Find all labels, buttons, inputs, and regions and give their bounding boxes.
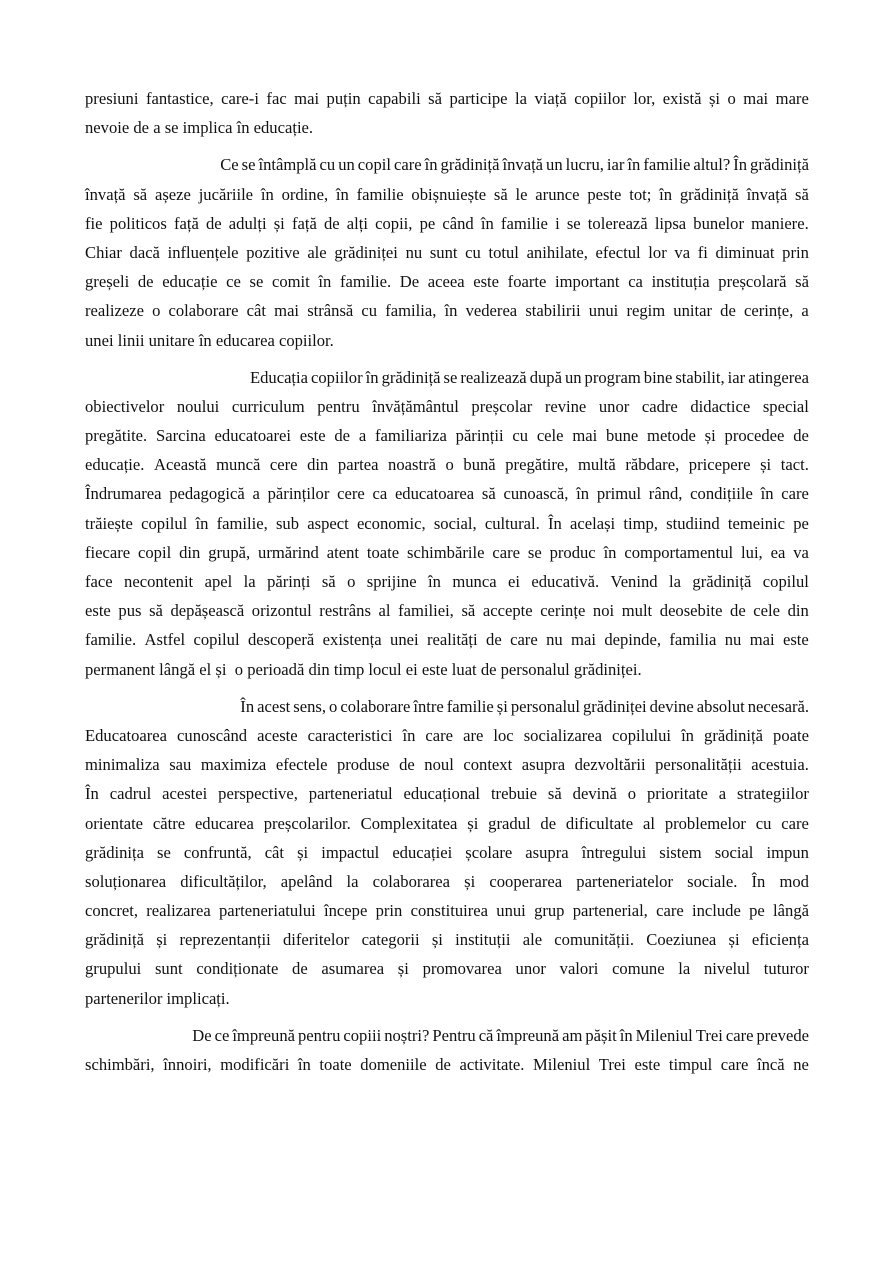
- text-line: Ce se întâmplă cu un copil care în grădiniță învață un lucru, iar în familie altul? În grădiniță: [220, 155, 809, 175]
- text-line: grupului sunt condiționate de asumarea și promovarea unor valori comune la nivelul tuturor: [85, 959, 809, 979]
- text-line: grădinița se confruntă, cât și impactul educației școlare asupra întregului sistem social impun: [85, 842, 809, 862]
- text-line: În acest sens, o colaborare între familie și personalul grădiniței devine absolut necesară.: [240, 696, 809, 716]
- paragraph: [85, 363, 809, 684]
- text-line: schimbări, înnoiri, modificări în toate domeniile de activitate. Mileniul Trei este timpul care încă ne: [85, 1055, 809, 1074]
- text-line: învață să așeze jucăriile în ordine, în familie obișnuiește să le arunce peste tot; în grădiniță învață să: [85, 184, 809, 204]
- text-line: fiecare copil din grupă, urmărind atent toate schimbările care se produc în comportamentul lui, ea va: [85, 542, 809, 562]
- text-line: Chiar dacă influențele pozitive ale grădiniței nu sunt cu totul anihilate, efectul lor va fi diminuat prin: [85, 242, 809, 262]
- text-line: grădiniță și reprezentanții diferitelor categorii și instituții ale comunității. Coeziunea și eficiența: [85, 930, 809, 950]
- text-line: De ce împreună pentru copiii noștri? Pentru că împreună am pășit în Mileniul Trei care prevede: [192, 1025, 809, 1045]
- text-line: este pus să depășească orizontul restrâns al familiei, să accepte cerințe noi mult deosebite de cele din: [85, 601, 809, 621]
- text-line: familie. Astfel copilul descoperă existența unei realități de care nu mai depinde, familia nu mai este: [85, 630, 809, 650]
- text-line: soluționarea dificultăților, apelând la colaborarea și cooperarea parteneriatelor sociale. În mod: [85, 871, 809, 891]
- text-line: trăiește copilul în familie, sub aspect economic, social, cultural. În același timp, studiind temeinic pe: [85, 513, 809, 533]
- text-line: fie politicos față de adulți și față de alți copii, pe când în familie i se tolerează lipsa bunelor maniere.: [85, 213, 809, 233]
- paragraph: [85, 84, 809, 142]
- text-line: orientate către educarea preșcolarilor. Complexitatea și gradul de dificultate al problemelor cu care: [85, 813, 809, 833]
- text-line: În cadrul acestei perspective, parteneriatul educațional trebuie să devină o prioritate a strategiilor: [85, 784, 809, 804]
- text-line: greșeli de educație ce se comit în familie. De aceea este foarte important ca instituția preșcolară să: [85, 272, 809, 292]
- text-line: permanent lângă el și o perioadă din timp locul ei este luat de personalul grădiniței.: [85, 659, 642, 679]
- text-line: nevoie de a se implica în educație.: [85, 118, 314, 138]
- document-body: [85, 84, 809, 1087]
- text-line: Educația copiilor în grădiniță se realizează după un program bine stabilit, iar atingerea: [249, 367, 809, 387]
- text-line: face necontenit apel la părinți să o sprijine în munca ei educativă. Venind la grădiniță copilul: [85, 572, 809, 591]
- text-line: partenerilor implicați.: [85, 988, 230, 1008]
- text-line: minimaliza sau maximiza efectele produse de noul context asupra dezvoltării personalității acestuia.: [85, 755, 809, 775]
- text-line: pregătite. Sarcina educatoarei este de a familiariza părinții cu cele mai bune metode și procedee de: [85, 426, 809, 446]
- text-line: Îndrumarea pedagogică a părinților cere ca educatoarea să cunoască, în primul rând, condițiile în care: [85, 484, 809, 504]
- text-line: educație. Această muncă cere din partea noastră o bună pregătire, multă răbdare, pricepere și tact.: [85, 455, 809, 475]
- paragraph: [85, 150, 809, 354]
- text-line: Educatoarea cunoscând aceste caracteristici în care are loc socializarea copilului în grădiniță poate: [85, 725, 809, 745]
- text-line: realizeze o colaborare cât mai strânsă cu familia, în vederea stabilirii unui regim unitar de cerințe, a: [85, 301, 809, 321]
- text-line: presiuni fantastice, care-i fac mai puțin capabili să participe la viață copiilor lor, există și o mai mare: [85, 89, 809, 108]
- text-line: obiectivelor noului curriculum pentru învățământul preșcolar revine unor cadre didactice special: [85, 396, 809, 416]
- text-line: unei linii unitare în educarea copiilor.: [85, 330, 334, 350]
- paragraph: [85, 1021, 809, 1079]
- text-line: concret, realizarea parteneriatului începe prin constituirea unui grup partenerial, care include pe lângă: [85, 901, 809, 921]
- paragraph: [85, 692, 809, 1013]
